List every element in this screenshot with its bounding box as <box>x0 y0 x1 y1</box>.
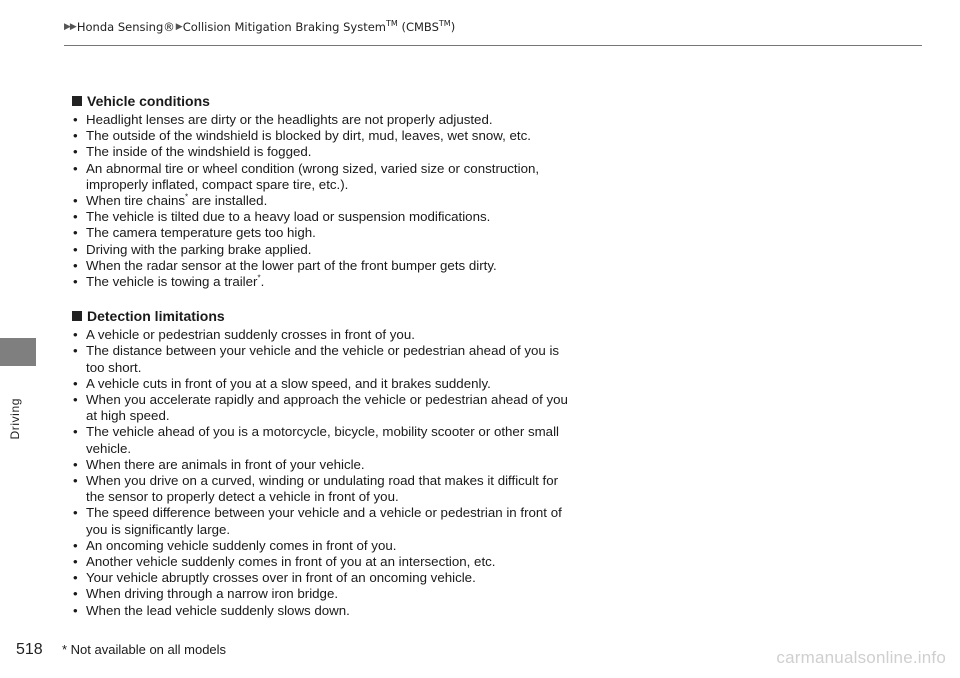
bullet-icon: • <box>73 112 78 127</box>
trademark-mark: TM <box>438 19 451 29</box>
main-content <box>72 92 580 636</box>
list-item <box>72 209 580 225</box>
list-item <box>72 376 580 392</box>
bullet-icon: • <box>73 424 78 440</box>
header-divider <box>64 45 922 46</box>
list-item-text: The speed difference between your vehicle and a vehicle or pedestrian in front of you is significantly large. <box>86 505 562 537</box>
watermark: carmanualsonline.info <box>776 648 946 667</box>
bullet-list <box>72 112 580 290</box>
list-item <box>72 603 580 619</box>
list-item-text: The inside of the windshield is fogged. <box>86 144 312 160</box>
list-item <box>72 343 580 375</box>
list-item <box>72 586 580 602</box>
bullet-icon: • <box>73 537 78 553</box>
list-item-text: Headlight lenses are dirty or the headlights are not properly adjusted. <box>86 112 493 127</box>
square-marker-icon <box>72 96 82 106</box>
breadcrumb-cmbs-main: Collision Mitigation Braking System <box>182 20 387 34</box>
bullet-icon: • <box>73 193 78 209</box>
breadcrumb-item-cmbs[interactable] <box>183 20 456 34</box>
list-item-text-tail: are installed. <box>188 193 268 209</box>
footnote: * Not available on all models <box>62 642 227 657</box>
bullet-icon: • <box>73 375 78 391</box>
square-marker-icon <box>72 311 82 321</box>
footnote-marker[interactable]: * <box>185 192 189 202</box>
list-item <box>72 128 580 144</box>
section-heading-text: Detection limitations <box>87 308 225 325</box>
breadcrumb-cmbs-close: ) <box>450 20 456 34</box>
list-item <box>72 392 580 424</box>
bullet-icon: • <box>73 144 78 160</box>
list-item-text: When the radar sensor at the lower part of the front bumper gets dirty. <box>86 257 497 273</box>
list-item <box>72 457 580 473</box>
bullet-icon: • <box>73 209 78 225</box>
list-item <box>72 258 580 274</box>
list-item-text: When driving through a narrow iron bridge. <box>86 586 339 602</box>
chapter-tab-marker <box>0 338 36 366</box>
list-item <box>72 112 580 128</box>
page-number: 518 <box>16 641 43 658</box>
bullet-icon: • <box>73 257 78 273</box>
list-item-text: A vehicle or pedestrian suddenly crosses in front of you. <box>86 327 415 343</box>
list-item <box>72 242 580 258</box>
bullet-icon: • <box>73 392 78 408</box>
bullet-icon: • <box>73 225 78 241</box>
section <box>72 92 580 290</box>
section-heading-text: Vehicle conditions <box>87 93 210 109</box>
list-item-text: The vehicle is tilted due to a heavy load or suspension modifications. <box>86 209 491 225</box>
section <box>72 307 580 619</box>
bullet-icon: • <box>73 128 78 144</box>
bullet-icon: • <box>73 241 78 257</box>
arrow-icon: ▶ <box>175 22 182 32</box>
double-arrow-icon: ▶▶ <box>64 22 76 32</box>
list-item <box>72 538 580 554</box>
bullet-list <box>72 327 580 619</box>
footnote-marker[interactable]: * <box>257 273 261 283</box>
bullet-icon: • <box>73 586 78 602</box>
list-item-text: The vehicle ahead of you is a motorcycle, bicycle, mobility scooter or other small vehicle. <box>86 424 559 456</box>
breadcrumb <box>64 20 455 34</box>
breadcrumb-item-honda-sensing[interactable]: Honda Sensing® <box>76 20 175 34</box>
chapter-label: Driving <box>8 398 22 440</box>
list-item-text: Driving with the parking brake applied. <box>86 241 312 257</box>
list-item <box>72 161 580 193</box>
list-item-text: When you accelerate rapidly and approach the vehicle or pedestrian ahead of you at high speed. <box>86 392 568 424</box>
list-item-text: When the lead vehicle suddenly slows down. <box>86 602 350 618</box>
list-item-text: When tire chains <box>86 193 186 209</box>
list-item-text: When you drive on a curved, winding or undulating road that makes it difficult for the sensor to properly detect a vehicle in front of you. <box>86 473 559 505</box>
section-heading <box>72 307 580 325</box>
bullet-icon: • <box>73 160 78 176</box>
bullet-icon: • <box>73 570 78 586</box>
list-item <box>72 193 580 209</box>
list-item <box>72 225 580 241</box>
breadcrumb-cmbs-abbr: (CMBS <box>397 20 439 34</box>
list-item <box>72 554 580 570</box>
bullet-icon: • <box>73 554 78 570</box>
list-item-text: The vehicle is towing a trailer <box>86 274 258 290</box>
list-item-text: An oncoming vehicle suddenly comes in front of you. <box>86 537 397 553</box>
list-item-text: A vehicle cuts in front of you at a slow speed, and it brakes suddenly. <box>86 375 491 391</box>
list-item-text: When there are animals in front of your vehicle. <box>86 456 365 472</box>
bullet-icon: • <box>73 505 78 521</box>
bullet-icon: • <box>73 602 78 618</box>
bullet-icon: • <box>73 274 78 290</box>
bullet-icon: • <box>73 343 78 359</box>
list-item-text-tail: . <box>260 274 265 290</box>
list-item <box>72 473 580 505</box>
bullet-icon: • <box>73 327 78 343</box>
list-item <box>72 274 580 290</box>
list-item <box>72 505 580 537</box>
list-item-text: Your vehicle abruptly crosses over in front of an oncoming vehicle. <box>86 570 476 586</box>
list-item-text: Another vehicle suddenly comes in front of you at an intersection, etc. <box>86 554 496 570</box>
list-item-text: The camera temperature gets too high. <box>86 225 316 241</box>
list-item <box>72 570 580 586</box>
list-item <box>72 144 580 160</box>
bullet-icon: • <box>73 473 78 489</box>
list-item <box>72 327 580 343</box>
list-item-text: The outside of the windshield is blocked by dirt, mud, leaves, wet snow, etc. <box>86 128 531 144</box>
section-heading <box>72 92 580 110</box>
list-item-text: An abnormal tire or wheel condition (wrong sized, varied size or construction, improperly inflated, compact spare tire, etc.). <box>86 160 540 192</box>
bullet-icon: • <box>73 456 78 472</box>
list-item-text: The distance between your vehicle and the vehicle or pedestrian ahead of you is too short. <box>86 343 560 375</box>
trademark-mark: TM <box>386 19 398 29</box>
list-item <box>72 424 580 456</box>
